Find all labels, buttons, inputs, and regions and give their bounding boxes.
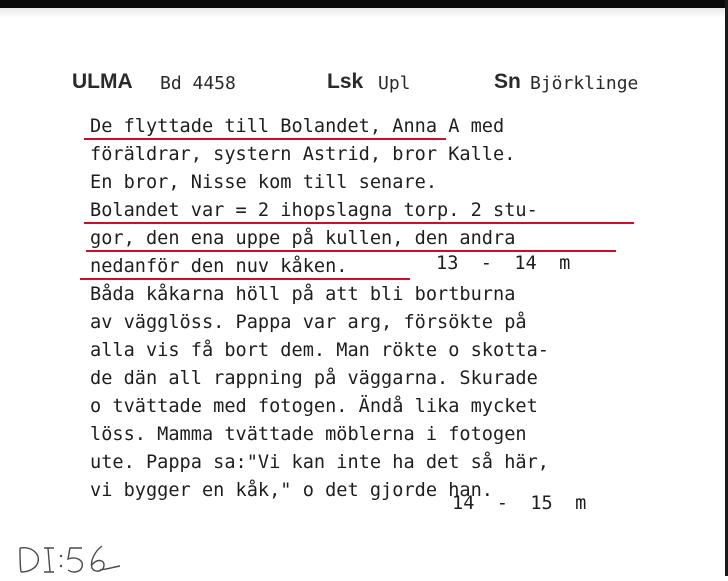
lsk-value: Upl [378, 73, 411, 94]
red-underline [84, 222, 634, 224]
text-line-11: o tvättade med fotogen. Ändå lika mycket [90, 396, 538, 417]
text-line-3: En bror, Nisse kom till senare. [90, 172, 438, 193]
handwritten-signature [14, 538, 124, 576]
text-line-1: De flyttade till Bolandet, Anna A med [90, 113, 690, 141]
card-shadow [0, 8, 728, 18]
archive-value: Bd 4458 [160, 73, 236, 94]
text-line-7: Båda kåkarna höll på att bli bortburna [90, 284, 516, 305]
lsk-label: Lsk [327, 70, 364, 93]
text-line-10: de dän all rappning på väggarna. Skurade [90, 368, 538, 389]
card-header [72, 70, 692, 102]
text-line-2: föräldrar, systern Astrid, bror Kalle. [90, 144, 516, 165]
measurement-range-1: 13 - 14 m [436, 253, 571, 274]
text-line-12: löss. Mamma tvättade möblerna i fotogen [90, 424, 527, 445]
text-line-4: Bolandet var = 2 ihopslagna torp. 2 stu- [90, 197, 690, 225]
red-underline [80, 278, 410, 280]
signature-icon [14, 538, 124, 576]
text-line-6: nedanför den nuv kåken. [90, 253, 690, 281]
red-underline [86, 250, 616, 252]
measurement-range-2: 14 - 15 m [452, 493, 587, 514]
text-line-5: gor, den ena uppe på kullen, den andra [90, 225, 690, 253]
text-line-13: ute. Pappa sa:"Vi kan inte ha det så här, [90, 452, 549, 473]
text-line-8: av vägglöss. Pappa var arg, försökte på [90, 312, 527, 333]
archive-label: ULMA [72, 70, 133, 93]
text-line-9: alla vis få bort dem. Man rökte o skotta- [90, 340, 549, 361]
sn-value: Björklinge [530, 73, 639, 94]
card-body [90, 113, 690, 505]
red-underline [84, 138, 446, 140]
top-edge [0, 0, 728, 8]
text-line-14: vi bygger en kåk," o det gjorde han. [90, 480, 493, 501]
sn-label: Sn [494, 70, 521, 93]
